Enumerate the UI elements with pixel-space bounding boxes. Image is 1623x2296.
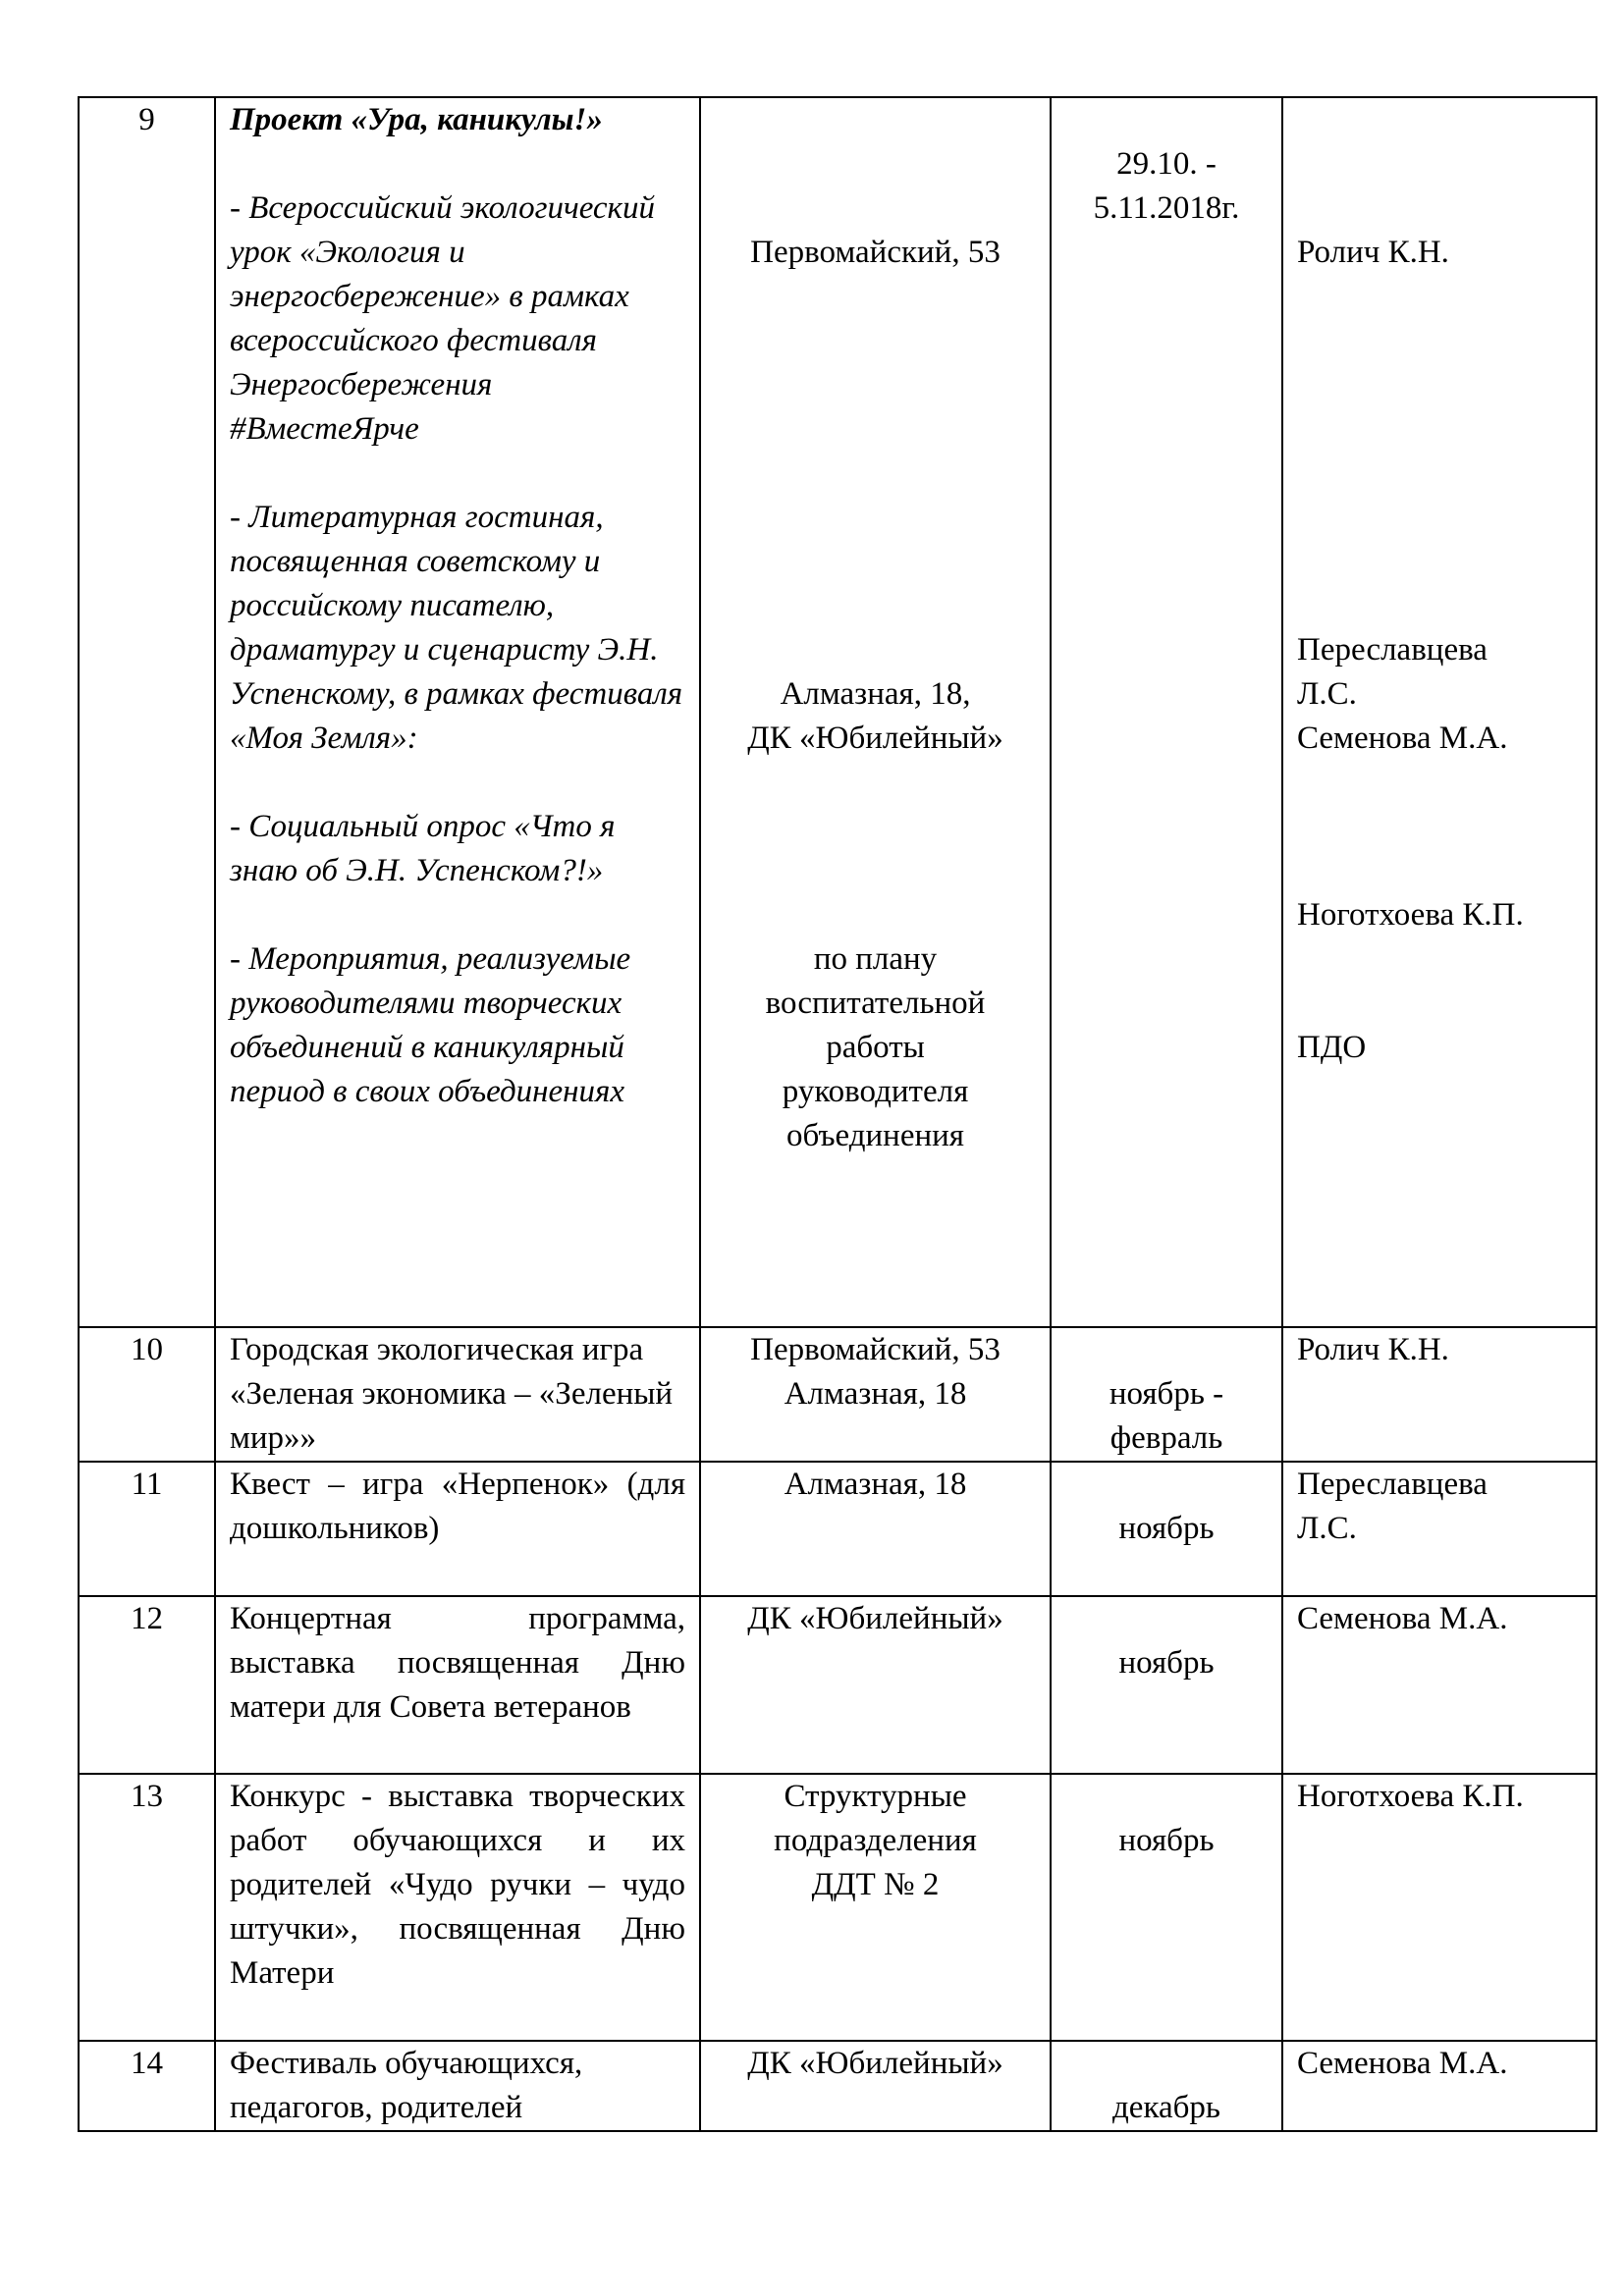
row-number: 12 (79, 1596, 215, 1774)
responsible-text: Переславцева Л.С. (1297, 632, 1488, 712)
row-number: 14 (79, 2041, 215, 2131)
responsible-text: ПДО (1297, 1030, 1367, 1065)
place-text: Алмазная, 18, (780, 676, 971, 712)
place-text: Структурные подразделения ДДТ № 2 (774, 1779, 977, 1902)
date-text: ноябрь (1118, 1511, 1215, 1546)
event-description: Конкурс - выставка творческих работ обучающихся и их родителей «Чудо ручки – чудо штучки», посвященная Дню Матери (215, 1774, 700, 2041)
table-row (79, 1462, 1596, 1596)
event-item: - Литературная гостиная, посвященная советскому и российскому писателю, драматургу и сценаристу Э.Н. Успенскому, в рамках фестиваля «Моя Земля»: (230, 500, 683, 756)
event-description: Городская экологическая игра «Зеленая экономика – «Зеленый мир»» (215, 1327, 700, 1462)
event-item: - Социальный опрос «Что я знаю об Э.Н. Успенском?!» (230, 809, 616, 888)
responsible-text: Ноготхоева К.П. (1297, 897, 1524, 933)
event-place (700, 1774, 1051, 2041)
responsible-text: Переславцева Л.С. (1297, 1467, 1488, 1546)
table-row (79, 1774, 1596, 2041)
event-date (1051, 1327, 1282, 1462)
place-text: по плану воспитательной работы руководителя объединения (765, 941, 986, 1153)
row-number: 10 (79, 1327, 215, 1462)
event-responsible: Ноготхоева К.П. (1282, 1774, 1596, 2041)
responsible-text: Ролич К.Н. (1297, 235, 1449, 270)
event-responsible: Ролич К.Н. (1282, 1327, 1596, 1462)
event-description: Квест – игра «Нерпенок» (для дошкольников) (215, 1462, 700, 1596)
row-number: 11 (79, 1462, 215, 1596)
event-date (1051, 97, 1282, 1327)
event-date (1051, 1596, 1282, 1774)
event-place: ДК «Юбилейный» (700, 2041, 1051, 2131)
event-item: - Всероссийский экологический урок «Экология и энергосбережение» в рамках всероссийского фестиваля Энергосбережения #ВместеЯрче (230, 190, 655, 447)
event-responsible (1282, 97, 1596, 1327)
date-text: декабрь (1112, 2090, 1220, 2125)
event-item: - Мероприятия, реализуемые руководителями творческих объединений в каникулярный период в своих объединениях (230, 941, 631, 1109)
table-row (79, 1327, 1596, 1462)
table-row (79, 97, 1596, 1327)
table-row (79, 2041, 1596, 2131)
event-description: Концертная программа, выставка посвященная Дню матери для Совета ветеранов (215, 1596, 700, 1774)
date-text: ноябрь (1118, 1645, 1215, 1681)
event-description: Фестиваль обучающихся, педагогов, родителей (215, 2041, 700, 2131)
event-responsible: Семенова М.А. (1282, 1596, 1596, 1774)
event-responsible: Семенова М.А. (1282, 2041, 1596, 2131)
event-description (215, 97, 700, 1327)
responsible-text: Семенова М.А. (1297, 721, 1508, 756)
event-place: Алмазная, 18 (700, 1462, 1051, 1596)
place-text: ДК «Юбилейный» (747, 721, 1003, 756)
event-date (1051, 1774, 1282, 2041)
row-number: 13 (79, 1774, 215, 2041)
event-date (1051, 2041, 1282, 2131)
event-date (1051, 1462, 1282, 1596)
project-title: Проект «Ура, каникулы!» (230, 102, 603, 137)
date-text: ноябрь (1118, 1823, 1215, 1858)
event-place (700, 97, 1051, 1327)
table-row (79, 1596, 1596, 1774)
event-responsible (1282, 1462, 1596, 1596)
date-text: 29.10. - 5.11.2018г. (1093, 146, 1240, 226)
place-text: Первомайский, 53 (750, 1332, 1001, 1367)
events-table (78, 96, 1597, 2132)
date-text: ноябрь - февраль (1109, 1376, 1224, 1456)
row-number: 9 (79, 97, 215, 1327)
event-place: ДК «Юбилейный» (700, 1596, 1051, 1774)
event-place (700, 1327, 1051, 1462)
place-text: Алмазная, 18 (784, 1376, 967, 1412)
place-text: Первомайский, 53 (750, 235, 1001, 270)
